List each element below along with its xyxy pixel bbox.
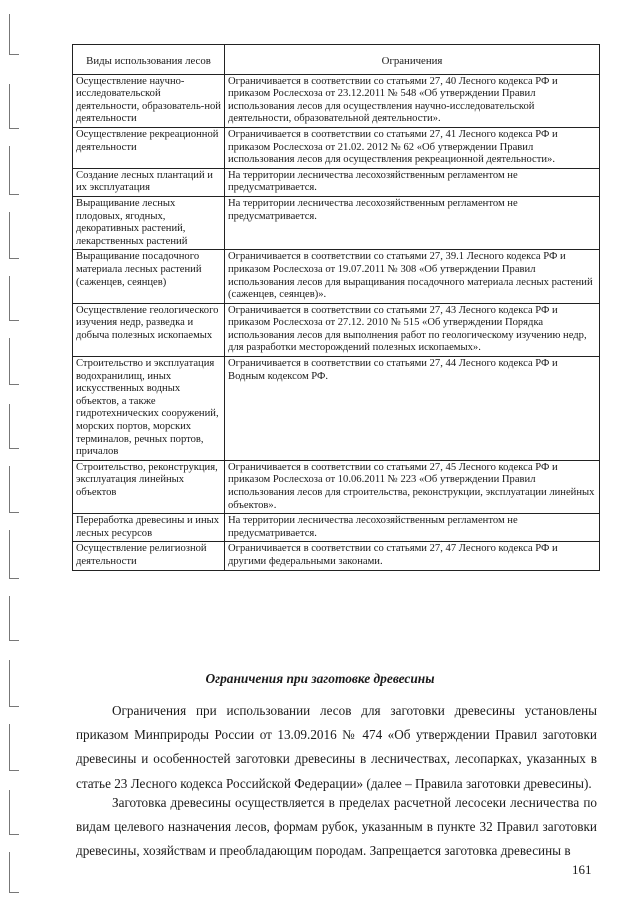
column-header-restrictions: Ограничения [225, 45, 600, 75]
table-row [73, 127, 600, 168]
table-row [73, 74, 600, 127]
forest-use-restrictions-table [72, 44, 600, 571]
use-type-cell: Строительство, реконструкция, эксплуатация линейных объектов [73, 460, 225, 513]
use-type-cell: Осуществление рекреационной деятельности [73, 127, 225, 168]
restriction-cell: Ограничивается в соответствии со статьями 27, 41 Лесного кодекса РФ и приказом Рослесхоза от 21.02. 2012 № 62 «Об утверждении Правил использования лесов для осуществления рекреационной деятельности». [225, 127, 600, 168]
table-row [73, 357, 600, 461]
use-type-cell: Осуществление геологического изучения недр, разведка и добыча полезных ископаемых [73, 303, 225, 356]
use-type-cell: Создание лесных плантаций и их эксплуатация [73, 168, 225, 196]
table-row [73, 168, 600, 196]
restriction-cell: Ограничивается в соответствии со статьями 27, 45 Лесного кодекса РФ и приказом Рослесхоза от 10.06.2011 № 223 «Об утверждении Правил использования лесов для строительства, реконструкции, эксплуатации линейных объектов». [225, 460, 600, 513]
restriction-cell: Ограничивается в соответствии со статьями 27, 47 Лесного кодекса РФ и другими федеральными законами. [225, 542, 600, 570]
table-row [73, 196, 600, 249]
restriction-cell: Ограничивается в соответствии со статьями 27, 43 Лесного кодекса РФ и приказом Рослесхоза от 27.12. 2010 № 515 «Об утверждении Порядка использования лесов для выполнения работ по геологическому изучению недр, для разработки месторождений полезных ископаемых». [225, 303, 600, 356]
use-type-cell: Осуществление научно-исследовательской деятельности, образователь-ной деятельности [73, 74, 225, 127]
use-type-cell: Выращивание посадочного материала лесных растений (саженцев, сеянцев) [73, 250, 225, 303]
table-row [73, 514, 600, 542]
restriction-cell: На территории лесничества лесохозяйственным регламентом не предусматривается. [225, 168, 600, 196]
table-row [73, 542, 600, 570]
restriction-cell: Ограничивается в соответствии со статьями 27, 40 Лесного кодекса РФ и приказом Рослесхоза от 23.12.2011 № 548 «Об утверждении Правил использования лесов для осуществления научно-исследовательской деятельности, образовательной деятельности». [225, 74, 600, 127]
table-row [73, 250, 600, 303]
table-header-row [73, 45, 600, 75]
restriction-cell: Ограничивается в соответствии со статьями 27, 44 Лесного кодекса РФ и Водным кодексом РФ. [225, 357, 600, 461]
column-header-use-type: Виды использования лесов [73, 45, 225, 75]
binding-marks [0, 0, 26, 905]
table-row [73, 303, 600, 356]
use-type-cell: Переработка древесины и иных лесных ресурсов [73, 514, 225, 542]
use-type-cell: Строительство и эксплуатация водохранилищ, иных искусственных водных объектов, а также гидротехнических сооружений, морских портов, морских терминалов, речных портов, причалов [73, 357, 225, 461]
table-row [73, 460, 600, 513]
restriction-cell: На территории лесничества лесохозяйственным регламентом не предусматривается. [225, 514, 600, 542]
restriction-cell: Ограничивается в соответствии со статьями 27, 39.1 Лесного кодекса РФ и приказом Рослесхоза от 19.07.2011 № 308 «Об утверждении Правил использования лесов для выращивания посадочного материала лесных растений (саженцев, сеянцев)». [225, 250, 600, 303]
use-type-cell: Осуществление религиозной деятельности [73, 542, 225, 570]
body-paragraph-2: Заготовка древесины осуществляется в пределах расчетной лесосеки лесничества по видам целевого назначения лесов, формам рубок, указанным в пункте 32 Правил заготовки древесины, хозяйствам и преобладающим породам. Запрещается заготовка древесины в [76, 795, 597, 859]
body-paragraph-1: Ограничения при использовании лесов для заготовки древесины установлены приказом Минприроды России от 13.09.2016 № 474 «Об утверждении Правил заготовки древесины и особенностей заготовки древесины в лесничествах, лесопарках, указанных в статье 23 Лесного кодекса Российской Федерации» (далее – Правила заготовки древесины). [76, 703, 597, 791]
page-number: 161 [572, 862, 592, 877]
restriction-cell: На территории лесничества лесохозяйственным регламентом не предусматривается. [225, 196, 600, 249]
use-type-cell: Выращивание лесных плодовых, ягодных, декоративных растений, лекарственных растений [73, 196, 225, 249]
section-heading: Ограничения при заготовке древесины [205, 671, 435, 686]
